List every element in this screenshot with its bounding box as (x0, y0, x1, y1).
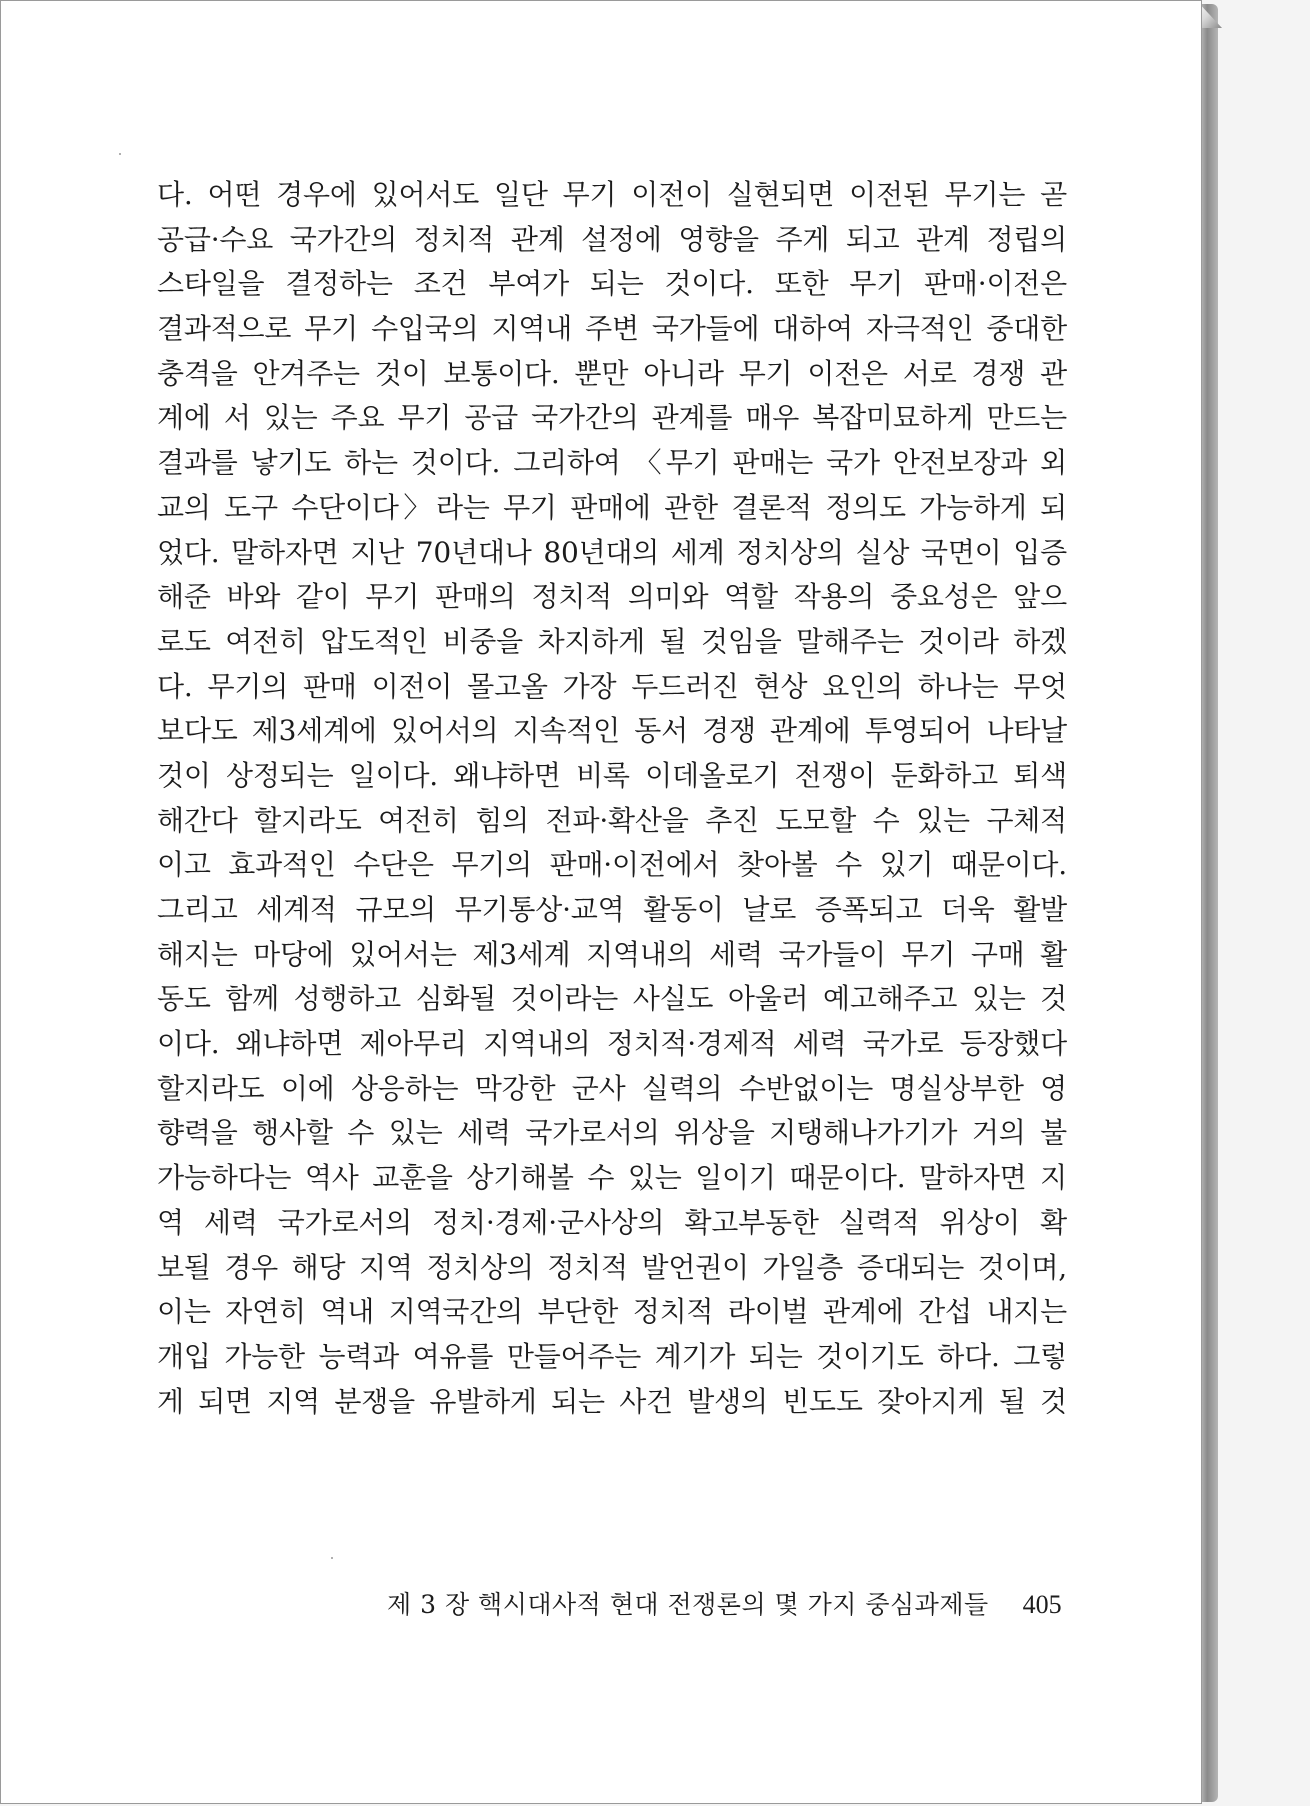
text-line: 이다. 왜냐하면 제아무리 지역내의 정치적·경제적 세력 국가로 등장했다 (157, 1027, 1067, 1061)
text-line: 었다. 말하자면 지난 70년대나 80년대의 세계 정치상의 실상 국면이 입증 (157, 535, 1067, 569)
text-line: 것이 상정되는 일이다. 왜냐하면 비록 이데올로기 전쟁이 둔화하고 퇴색 (157, 758, 1067, 792)
text-line: 동도 함께 성행하고 심화될 것이라는 사실도 아울러 예고해주고 있는 것 (157, 982, 1067, 1016)
text-line: 로도 여전히 압도적인 비중을 차지하게 될 것임을 말해주는 것이라 하겠 (157, 624, 1067, 658)
text-line: 계에 서 있는 주요 무기 공급 국가간의 관계를 매우 복잡미묘하게 만드는 (157, 401, 1067, 435)
text-line: 이고 효과적인 수단은 무기의 판매·이전에서 찾아볼 수 있기 때문이다. (157, 848, 1067, 882)
text-line: 교의 도구 수단이다〉라는 무기 판매에 관한 결론적 정의도 가능하게 되 (157, 490, 1067, 524)
text-line: 게 되면 지역 분쟁을 유발하게 되는 사건 발생의 빈도도 잦아지게 될 것 (157, 1384, 1067, 1418)
text-line: 그리고 세계적 규모의 무기통상·교역 활동이 날로 증폭되고 더욱 활발 (157, 893, 1067, 926)
text-line: 스타일을 결정하는 조건 부여가 되는 것이다. 또한 무기 판매·이전은 (157, 267, 1067, 301)
text-line: 해준 바와 같이 무기 판매의 정치적 의미와 역할 작용의 중요성은 앞으 (157, 580, 1067, 614)
page-number: 405 (1022, 1590, 1062, 1619)
text-line: 할지라도 이에 상응하는 막강한 군사 실력의 수반없이는 명실상부한 영 (157, 1071, 1067, 1105)
text-line: 충격을 안겨주는 것이 보통이다. 뿐만 아니라 무기 이전은 서로 경쟁 관 (157, 356, 1067, 390)
text-line: 해간다 할지라도 여전히 힘의 전파·확산을 추진 도모할 수 있는 구체적 (157, 803, 1067, 837)
body-text (157, 173, 1067, 1424)
page-footer (387, 1585, 1062, 1625)
text-line: 공급·수요 국가간의 정치적 관계 설정에 영향을 주게 되고 관계 정립의 (157, 222, 1067, 256)
scan-speck (119, 153, 121, 155)
scan-speck (331, 1557, 333, 1559)
text-line: 역 세력 국가로서의 정치·경제·군사상의 확고부동한 실력적 위상이 확 (157, 1205, 1067, 1239)
text-line: 향력을 행사할 수 있는 세력 국가로서의 위상을 지탱해나가기가 거의 불 (157, 1116, 1067, 1150)
text-line: 보될 경우 해당 지역 정치상의 정치적 발언권이 가일층 증대되는 것이며, (157, 1250, 1067, 1284)
text-line: 다. 무기의 판매 이전이 몰고올 가장 두드러진 현상 요인의 하나는 무엇 (157, 669, 1067, 703)
text-line: 보다도 제3세계에 있어서의 지속적인 동서 경쟁 관계에 투영되어 나타날 (157, 714, 1067, 748)
text-line: 결과적으로 무기 수입국의 지역내 주변 국가들에 대하여 자극적인 중대한 (157, 312, 1067, 346)
text-line: 이는 자연히 역내 지역국간의 부단한 정치적 라이벌 관계에 간섭 내지는 (157, 1295, 1067, 1329)
running-head: 제 3 장 핵시대사적 현대 전쟁론의 몇 가지 중심과제들 (387, 1590, 989, 1619)
text-line: 개입 가능한 능력과 여유를 만들어주는 계기가 되는 것이기도 하다. 그렇 (157, 1339, 1067, 1373)
text-line: 다. 어떤 경우에 있어서도 일단 무기 이전이 실현되면 이전된 무기는 곧 (157, 178, 1067, 211)
text-line: 해지는 마당에 있어서는 제3세계 지역내의 세력 국가들이 무기 구매 활 (157, 937, 1067, 971)
page-edge-shadow (1200, 4, 1218, 1802)
text-line: 결과를 낳기도 하는 것이다. 그리하여 〈무기 판매는 국가 안전보장과 외 (157, 446, 1067, 480)
text-line: 가능하다는 역사 교훈을 상기해볼 수 있는 일이기 때문이다. 말하자면 지 (157, 1161, 1067, 1195)
